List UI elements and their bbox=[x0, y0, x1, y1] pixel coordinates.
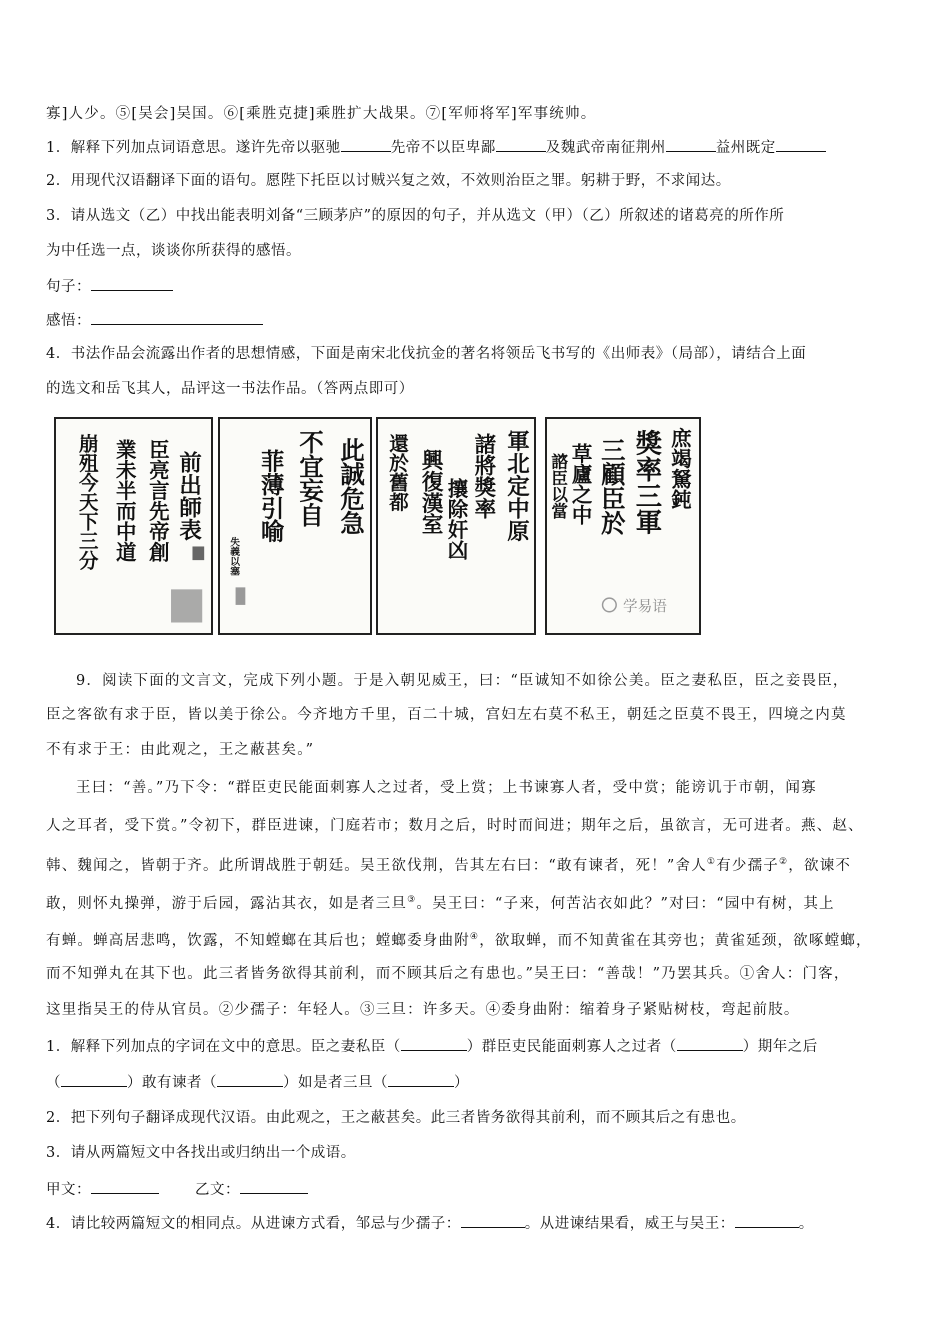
footnote-ref: ② bbox=[779, 857, 789, 867]
question-b2: 2．把下列句子翻译成现代汉语。由此观之，王之蔽甚矣。此三者皆务欲得其前利，而不顾其后之有患也。 bbox=[46, 1110, 746, 1126]
q-a1-lead: 1．解释下列加点词语意思。遂许先帝以驱驰 bbox=[46, 140, 341, 156]
answer-blank[interactable] bbox=[666, 137, 716, 152]
passage-b-line6 bbox=[46, 852, 851, 876]
q-b1-part3: ）期年之后 bbox=[742, 1039, 818, 1055]
question-a1 bbox=[46, 137, 826, 158]
calligraphy-image-2 bbox=[220, 419, 370, 633]
q-b1-open: （ bbox=[46, 1075, 61, 1091]
passage-b-line2: 臣之客欲有求于臣，皆以美于徐公。今齐地方千里，百二十城，宫妇左右莫不私王，朝廷之臣莫不畏王，四境之内莫 bbox=[46, 707, 847, 723]
yi-blank[interactable] bbox=[240, 1179, 308, 1194]
passage-b-line8 bbox=[46, 927, 872, 951]
passage-b-text: 有蝉。蝉高居悲鸣，饮露，不知螳螂在其后也；螳螂委身曲附 bbox=[46, 932, 470, 949]
q-b1-lead: 1．解释下列加点的字词在文中的意思。臣之妻私臣（ bbox=[46, 1039, 401, 1055]
calligraphy-column: 三顧臣於 bbox=[596, 437, 626, 535]
q-b1-part4: ）敢有谏者（ bbox=[127, 1075, 217, 1091]
passage-b-line7 bbox=[46, 890, 835, 914]
footnote-ref: ① bbox=[706, 857, 717, 867]
q-b4-end: 。 bbox=[798, 1216, 814, 1232]
answer-blank[interactable] bbox=[735, 1213, 799, 1228]
question-a2: 2．用现代汉语翻译下面的语句。愿陛下托臣以讨贼兴复之效，不效则治臣之罪。躬耕于野，不求闻达。 bbox=[46, 173, 731, 189]
footnote-ref: ④ bbox=[469, 932, 480, 942]
answer-blank[interactable] bbox=[496, 137, 546, 152]
calligraphy-image-4 bbox=[547, 419, 699, 633]
answer-blank[interactable] bbox=[388, 1072, 454, 1087]
seal-stamp bbox=[171, 589, 202, 622]
answer-blank[interactable] bbox=[61, 1072, 127, 1087]
q-b1-part2: ）群臣吏民能面刺寡人之过者（ bbox=[466, 1039, 677, 1055]
insight-label: 感悟： bbox=[46, 313, 91, 329]
passage-b-text: 韩、魏闻之，皆朝于齐。此所谓战胜于朝廷。吴王欲伐荆，告其左右曰：“敢有谏者，死！”舍人 bbox=[46, 857, 707, 874]
answer-blank[interactable] bbox=[401, 1036, 467, 1051]
q-b1-part5: ）如是者三旦（ bbox=[283, 1075, 388, 1091]
question-a4-line1: 4．书法作品会流露出作者的思想情感，下面是南宋北伐抗金的著名将领岳飞书写的《出师表》（局部），请结合上面 bbox=[46, 346, 807, 362]
passage-b-text: ，欲谏不 bbox=[788, 857, 852, 874]
calligraphy-column: 菲薄引喻 bbox=[256, 449, 285, 543]
answer-blank[interactable] bbox=[217, 1072, 283, 1087]
jia-blank[interactable] bbox=[91, 1179, 159, 1194]
watermark-icon bbox=[603, 598, 617, 612]
passage-b-line9: 而不知弹丸在其下也。此三者皆务欲得其前利，而不顾其后之有患也。”吴王曰：“善哉！”乃罢其兵。①舍人：门客， bbox=[46, 966, 850, 982]
question-b1-line2 bbox=[46, 1072, 469, 1093]
calligraphy-column: 還於舊都 bbox=[386, 433, 409, 512]
calligraphy-column: 前出師表 bbox=[175, 450, 202, 541]
idiom-answer-row bbox=[46, 1179, 308, 1200]
calligraphy-column: 臣亮言先帝創 bbox=[145, 439, 170, 563]
q-a1-part4: 益州既定 bbox=[715, 140, 776, 156]
sentence-answer-row bbox=[46, 276, 173, 297]
question-b4 bbox=[46, 1213, 814, 1234]
calligraphy-column: 不宜妄自 bbox=[295, 429, 325, 527]
passage-b-text: 。吴王曰：“子来，何苦沾衣如此？”对曰：“园中有树，其上 bbox=[416, 895, 835, 912]
passage-b-text: 有少孺子 bbox=[716, 857, 780, 874]
calligraphy-column: 軍北定中原 bbox=[503, 429, 530, 542]
calligraphy-image-3 bbox=[378, 419, 534, 633]
calligraphy-column: 失義以塞 bbox=[228, 536, 240, 576]
seal-stamp bbox=[236, 587, 246, 605]
passage-b-line10: 这里指吴王的侍从官员。②少孺子：年轻人。③三旦：许多天。④委身曲附：缩着身子紧贴树枝，弯起前肢。 bbox=[46, 1002, 800, 1018]
answer-blank[interactable] bbox=[776, 137, 826, 152]
passage-b-text: ，欲取蝉，而不知黄雀在其旁也；黄雀延颈，欲啄螳螂， bbox=[479, 932, 872, 949]
insight-answer-row bbox=[46, 310, 263, 331]
calligraphy-panel-3 bbox=[376, 417, 536, 635]
seal-stamp bbox=[192, 546, 204, 560]
insight-blank[interactable] bbox=[91, 310, 263, 325]
sentence-label: 句子： bbox=[46, 279, 91, 295]
calligraphy-column: 業未半而中道 bbox=[112, 439, 137, 563]
passage-b-line3: 不有求于王：由此观之，王之蔽甚矣。” bbox=[46, 742, 315, 758]
calligraphy-column: 草廬之中 bbox=[568, 443, 593, 526]
calligraphy-column: 崩殂今天下三分 bbox=[75, 433, 99, 570]
q-b4-lead: 4．请比较两篇短文的相同点。从进谏方式看，邹忌与少孺子： bbox=[46, 1216, 461, 1232]
q-b4-mid: 。从进谏结果看，威王与吴王： bbox=[524, 1216, 735, 1232]
passage-b-line5: 人之耳者，受下赏。”令初下，群臣进谏，门庭若市；数月之后，时时而间进；期年之后，虽欲言，无可进者。燕、赵、 bbox=[46, 818, 864, 834]
calligraphy-panel-1 bbox=[54, 417, 213, 635]
q-a1-part3: 及魏武帝南征荆州 bbox=[545, 140, 666, 156]
q-b1-close: ） bbox=[454, 1075, 469, 1091]
calligraphy-column: 此誠危急 bbox=[336, 437, 366, 535]
answer-blank[interactable] bbox=[341, 137, 391, 152]
calligraphy-column: 庶竭駑鈍 bbox=[667, 427, 692, 510]
calligraphy-image-1 bbox=[56, 419, 211, 633]
calligraphy-column: 攘除奸凶 bbox=[444, 478, 468, 561]
calligraphy-panel-2 bbox=[218, 417, 372, 635]
jia-label: 甲文： bbox=[46, 1182, 91, 1198]
calligraphy-column: 諸將獎率 bbox=[470, 433, 496, 520]
yi-label: 乙文： bbox=[195, 1182, 240, 1198]
calligraphy-panel-4 bbox=[545, 417, 701, 635]
question-a3-line1: 3．请从选文（乙）中找出能表明刘备“三顾茅庐”的原因的句子，并从选文（甲）（乙）所叙述的诸葛亮的所作所 bbox=[46, 208, 785, 224]
calligraphy-column: 諮臣以當 bbox=[548, 452, 569, 520]
question-a4-line2: 的选文和岳飞其人，品评这一书法作品。（答两点即可） bbox=[46, 381, 414, 397]
calligraphy-column: 獎率三軍 bbox=[630, 429, 662, 535]
footnote-ref: ③ bbox=[407, 895, 417, 905]
q-a1-part2: 先帝不以臣卑鄙 bbox=[390, 140, 496, 156]
question-a3-line2: 为中任选一点，谈谈你所获得的感悟。 bbox=[46, 243, 301, 259]
answer-blank[interactable] bbox=[677, 1036, 743, 1051]
passage-b-line1: 9．阅读下面的文言文，完成下列小题。于是入朝见威王，曰：“臣诚知不如徐公美。臣之妻私臣，臣之妾畏臣， bbox=[76, 673, 849, 689]
passage-b-text: 敢，则怀丸操弹，游于后园，露沾其衣，如是者三旦 bbox=[46, 895, 408, 912]
question-b1-line1 bbox=[46, 1036, 818, 1057]
sentence-blank[interactable] bbox=[91, 276, 173, 291]
answer-blank[interactable] bbox=[461, 1213, 525, 1228]
calligraphy-column: 興復漢室 bbox=[418, 448, 444, 535]
question-b3: 3．请从两篇短文中各找出或归纳出一个成语。 bbox=[46, 1145, 356, 1161]
passage-a-notes: 寡]人少。⑤[吴会]吴国。⑥[乘胜克捷]乘胜扩大战果。⑦[军师将军]军事统帅。 bbox=[46, 106, 597, 122]
passage-b-line4: 王曰：“善。”乃下令：“群臣吏民能面刺寡人之过者，受上赏；上书谏寡人者，受中赏；能谤讥于市朝，闻寡 bbox=[76, 780, 817, 796]
watermark: 学易语 bbox=[623, 597, 667, 615]
